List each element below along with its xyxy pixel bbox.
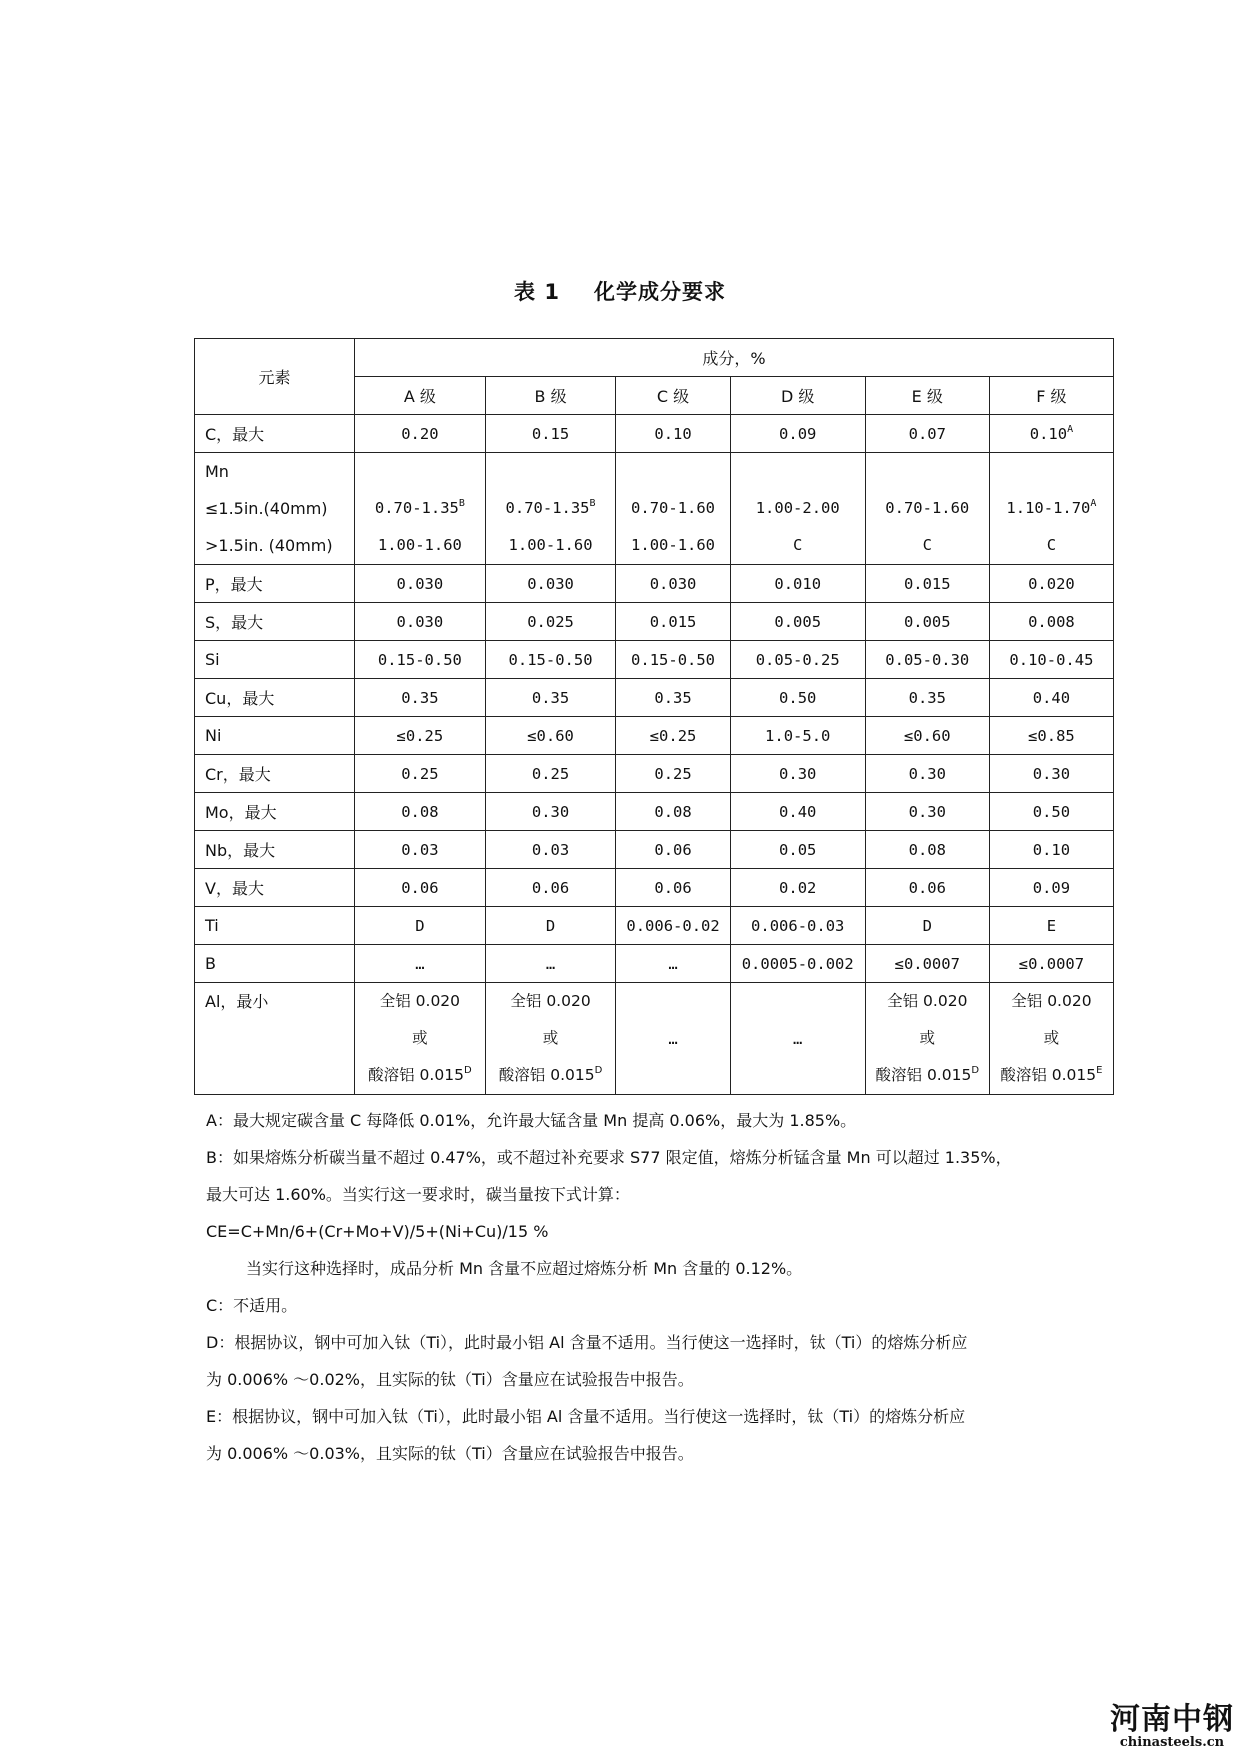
value-line: C xyxy=(922,536,932,554)
value-cell: 0.015 xyxy=(616,603,730,641)
value-cell xyxy=(355,983,486,1095)
value-cell: E xyxy=(989,907,1113,945)
table-row-al xyxy=(195,983,1114,1095)
grade-header: B 级 xyxy=(485,377,616,415)
value-cell: 0.005 xyxy=(730,603,865,641)
value-cell: 0.06 xyxy=(865,869,989,907)
table-row xyxy=(195,869,1114,907)
value-line: 或 xyxy=(542,1029,559,1047)
value-cell: ≤0.60 xyxy=(485,717,616,755)
value-line: 1.00-1.60 xyxy=(631,536,716,554)
value-line: 1.00-2.00 xyxy=(755,499,840,517)
footnote-line: C：不适用。 xyxy=(206,1296,298,1315)
value-cell: 0.30 xyxy=(865,793,989,831)
value-cell: ≤0.0007 xyxy=(865,945,989,983)
value-cell: 0.15-0.50 xyxy=(616,641,730,679)
grade-header: F 级 xyxy=(989,377,1113,415)
value-cell: 0.08 xyxy=(865,831,989,869)
table-row xyxy=(195,831,1114,869)
footnotes xyxy=(206,1102,1106,1472)
value-line: 酸溶铝 $0.015^D$ xyxy=(875,1065,980,1084)
value-cell: 0.30 xyxy=(865,755,989,793)
value-cell: 0.02 xyxy=(730,869,865,907)
value-cell: 0.07 xyxy=(865,415,989,453)
value-cell xyxy=(989,983,1113,1095)
value-cell: 0.08 xyxy=(616,793,730,831)
value-cell: 0.30 xyxy=(485,793,616,831)
value-cell: ≤0.25 xyxy=(355,717,486,755)
value-cell: 0.30 xyxy=(730,755,865,793)
value-cell: 0.35 xyxy=(616,679,730,717)
value-cell: 0.25 xyxy=(485,755,616,793)
blank-line xyxy=(866,453,989,490)
value-cell: 0.025 xyxy=(485,603,616,641)
footnote-line: CE=C+Mn/6+(Cr+Mo+V)/5+(Ni+Cu)/15 % xyxy=(206,1222,549,1241)
footnote-ref: A xyxy=(1090,498,1097,509)
value-cell: ≤0.85 xyxy=(989,717,1113,755)
element-label-line: ≤1.5in.(40mm) xyxy=(205,499,328,518)
element-label: Cr，最大 xyxy=(195,755,355,793)
table-row xyxy=(195,945,1114,983)
footnote-ref: B xyxy=(589,498,596,509)
table-row xyxy=(195,415,1114,453)
footnote-line: B：如果熔炼分析碳当量不超过 0.47%，或不超过补充要求 S77 限定值，熔炼分析锰含量 Mn 可以超过 1.35%， xyxy=(206,1148,1012,1167)
value-line: 0.70-1.60 xyxy=(885,499,970,517)
value-cell: ≤0.0007 xyxy=(989,945,1113,983)
footnote-ref: B xyxy=(458,498,465,509)
value-cell: 0.030 xyxy=(616,565,730,603)
element-label-line: >1.5in. (40mm) xyxy=(205,536,333,555)
value-cell: 0.25 xyxy=(355,755,486,793)
value-cell: 0.06 xyxy=(616,869,730,907)
value-line: 或 xyxy=(1043,1029,1060,1047)
grade-header: A 级 xyxy=(355,377,486,415)
value-line: 1.00-1.60 xyxy=(508,536,593,554)
footnote-ref: D xyxy=(463,1065,472,1076)
value-cell: 0.35 xyxy=(485,679,616,717)
blank-line xyxy=(990,453,1113,490)
value-cell: 0.40 xyxy=(989,679,1113,717)
value-cell: 0.020 xyxy=(989,565,1113,603)
element-label xyxy=(195,453,355,565)
value-cell: … xyxy=(355,945,486,983)
element-label: C，最大 xyxy=(195,415,355,453)
value-line: 全铝 0.020 xyxy=(379,992,461,1010)
table-row xyxy=(195,565,1114,603)
element-label: Si xyxy=(195,641,355,679)
value-cell: 0.006-0.03 xyxy=(730,907,865,945)
value-cell: 0.50 xyxy=(730,679,865,717)
value-cell: 0.008 xyxy=(989,603,1113,641)
value-cell: 0.10-0.45 xyxy=(989,641,1113,679)
table-title-text: 化学成分要求 xyxy=(593,280,726,304)
element-label: P，最大 xyxy=(195,565,355,603)
value-cell: 0.03 xyxy=(485,831,616,869)
value-line: C xyxy=(793,536,803,554)
value-cell: 0.50 xyxy=(989,793,1113,831)
value-cell: 0.030 xyxy=(355,565,486,603)
element-header: 元素 xyxy=(195,339,355,415)
table-row xyxy=(195,755,1114,793)
value-line: $0.70-1.35^B$ xyxy=(505,498,596,517)
value-cell: 0.015 xyxy=(865,565,989,603)
value-line: 全铝 0.020 xyxy=(510,992,591,1010)
value-cell: 0.0005-0.002 xyxy=(730,945,865,983)
footnote-ref: E xyxy=(1096,1065,1103,1076)
value-cell: 0.09 xyxy=(989,869,1113,907)
value-cell: 0.15 xyxy=(485,415,616,453)
element-label: Ni xyxy=(195,717,355,755)
value-line: $1.10-1.70^A$ xyxy=(1006,498,1097,517)
value-cell: 0.35 xyxy=(865,679,989,717)
value-cell: 0.40 xyxy=(730,793,865,831)
value-line: 全铝 0.020 xyxy=(887,992,968,1010)
table-row xyxy=(195,717,1114,755)
value-cell: 0.06 xyxy=(485,869,616,907)
value-cell xyxy=(865,983,989,1095)
value-cell: 0.10 xyxy=(989,831,1113,869)
value-cell: 0.03 xyxy=(355,831,486,869)
watermark-en: chinasteels.cn xyxy=(1119,1735,1225,1750)
value-cell: … xyxy=(730,983,865,1095)
element-label: S，最大 xyxy=(195,603,355,641)
footnote-ref: D xyxy=(971,1065,980,1076)
value-cell: 0.05-0.25 xyxy=(730,641,865,679)
composition-header: 成分，% xyxy=(355,339,1114,377)
table-title xyxy=(0,276,1240,306)
value-cell: 0.15-0.50 xyxy=(355,641,486,679)
value-cell xyxy=(485,983,616,1095)
value-cell: D xyxy=(865,907,989,945)
footnote-ref: D xyxy=(594,1065,603,1076)
value-cell: … xyxy=(616,983,730,1095)
value-cell: 0.20 xyxy=(355,415,486,453)
footnote-line: 当实行这种选择时，成品分析 Mn 含量不应超过熔炼分析 Mn 含量的 0.12%。 xyxy=(246,1259,803,1278)
element-label-line: Al，最小 xyxy=(205,992,269,1011)
element-label: Ti xyxy=(195,907,355,945)
footnote-ref: A xyxy=(1067,423,1074,435)
value-line: 或 xyxy=(919,1029,936,1047)
table-row xyxy=(195,641,1114,679)
value-line: 全铝 0.020 xyxy=(1011,992,1092,1010)
value-cell: 0.06 xyxy=(616,831,730,869)
value-cell: 0.030 xyxy=(485,565,616,603)
value-cell: … xyxy=(485,945,616,983)
value-cell: 0.06 xyxy=(355,869,486,907)
watermark-logo xyxy=(1110,1704,1234,1750)
watermark-cn: 河南中钢 xyxy=(1110,1702,1234,1737)
footnote-line: A：最大规定碳含量 C 每降低 0.01%，允许最大锰含量 Mn 提高 0.06%，最大为 1.85%。 xyxy=(206,1111,857,1130)
blank-line xyxy=(486,453,616,490)
footnote-line: 为 0.006% ～0.03%，且实际的钛（Ti）含量应在试验报告中报告。 xyxy=(206,1444,694,1463)
element-label: B xyxy=(195,945,355,983)
value-line: C xyxy=(1046,536,1057,554)
blank-line xyxy=(355,453,485,490)
value-cell xyxy=(730,453,865,565)
table-row xyxy=(195,907,1114,945)
value-cell: 0.005 xyxy=(865,603,989,641)
chemical-composition-table xyxy=(194,338,1114,1095)
value-line: 0.70-1.60 xyxy=(631,499,716,517)
value-line: 1.00-1.60 xyxy=(377,536,462,554)
element-label: V，最大 xyxy=(195,869,355,907)
grade-header: D 级 xyxy=(730,377,865,415)
value-line: $0.70-1.35^B$ xyxy=(374,498,465,517)
value-line: 或 xyxy=(412,1029,428,1047)
value-cell: 0.006-0.02 xyxy=(616,907,730,945)
grade-header: E 级 xyxy=(865,377,989,415)
value-cell: 1.0-5.0 xyxy=(730,717,865,755)
value-line: 酸溶铝 $0.015^D$ xyxy=(368,1065,472,1084)
value-cell xyxy=(616,453,730,565)
value-cell: $0.10^A$ xyxy=(989,415,1113,453)
value-cell: D xyxy=(485,907,616,945)
element-label: Nb，最大 xyxy=(195,831,355,869)
value-cell: D xyxy=(355,907,486,945)
value-cell: 0.09 xyxy=(730,415,865,453)
value-cell: ≤0.60 xyxy=(865,717,989,755)
value-cell xyxy=(355,453,486,565)
footnote-line: D：根据协议，钢中可加入钛（Ti），此时最小铝 Al 含量不适用。当行使这一选择时，钛（Ti）的熔炼分析应 xyxy=(206,1333,968,1352)
value-cell: 0.030 xyxy=(355,603,486,641)
value-line: 酸溶铝 $0.015^D$ xyxy=(498,1065,603,1084)
element-label xyxy=(195,983,355,1095)
grade-header: C 级 xyxy=(616,377,730,415)
value-cell: 0.10 xyxy=(616,415,730,453)
value-cell: 0.08 xyxy=(355,793,486,831)
footnote-line: 最大可达 1.60%。当实行这一要求时，碳当量按下式计算： xyxy=(206,1185,630,1204)
header-row-1 xyxy=(195,339,1114,377)
table-row xyxy=(195,793,1114,831)
value-line: 酸溶铝 $0.015^E$ xyxy=(1000,1065,1103,1084)
value-cell: 0.15-0.50 xyxy=(485,641,616,679)
value-cell xyxy=(485,453,616,565)
element-label: Mo，最大 xyxy=(195,793,355,831)
value-cell: … xyxy=(616,945,730,983)
value-cell xyxy=(865,453,989,565)
footnote-line: E：根据协议，钢中可加入钛（Ti），此时最小铝 Al 含量不适用。当行使这一选择时，钛（Ti）的熔炼分析应 xyxy=(206,1407,966,1426)
element-label: Cu，最大 xyxy=(195,679,355,717)
table-number: 表 1 xyxy=(514,280,560,304)
value-cell: 0.30 xyxy=(989,755,1113,793)
footnote-line: 为 0.006% ～0.02%，且实际的钛（Ti）含量应在试验报告中报告。 xyxy=(206,1370,694,1389)
value-cell: 0.010 xyxy=(730,565,865,603)
value-cell: 0.25 xyxy=(616,755,730,793)
table-row-mn xyxy=(195,453,1114,565)
table-row xyxy=(195,603,1114,641)
value-cell: 0.35 xyxy=(355,679,486,717)
value-cell: ≤0.25 xyxy=(616,717,730,755)
table-row xyxy=(195,679,1114,717)
element-label-line: Mn xyxy=(205,462,229,481)
value-cell: 0.05-0.30 xyxy=(865,641,989,679)
value-cell xyxy=(989,453,1113,565)
value-cell: 0.05 xyxy=(730,831,865,869)
blank-line xyxy=(616,453,729,490)
blank-line xyxy=(731,453,865,490)
